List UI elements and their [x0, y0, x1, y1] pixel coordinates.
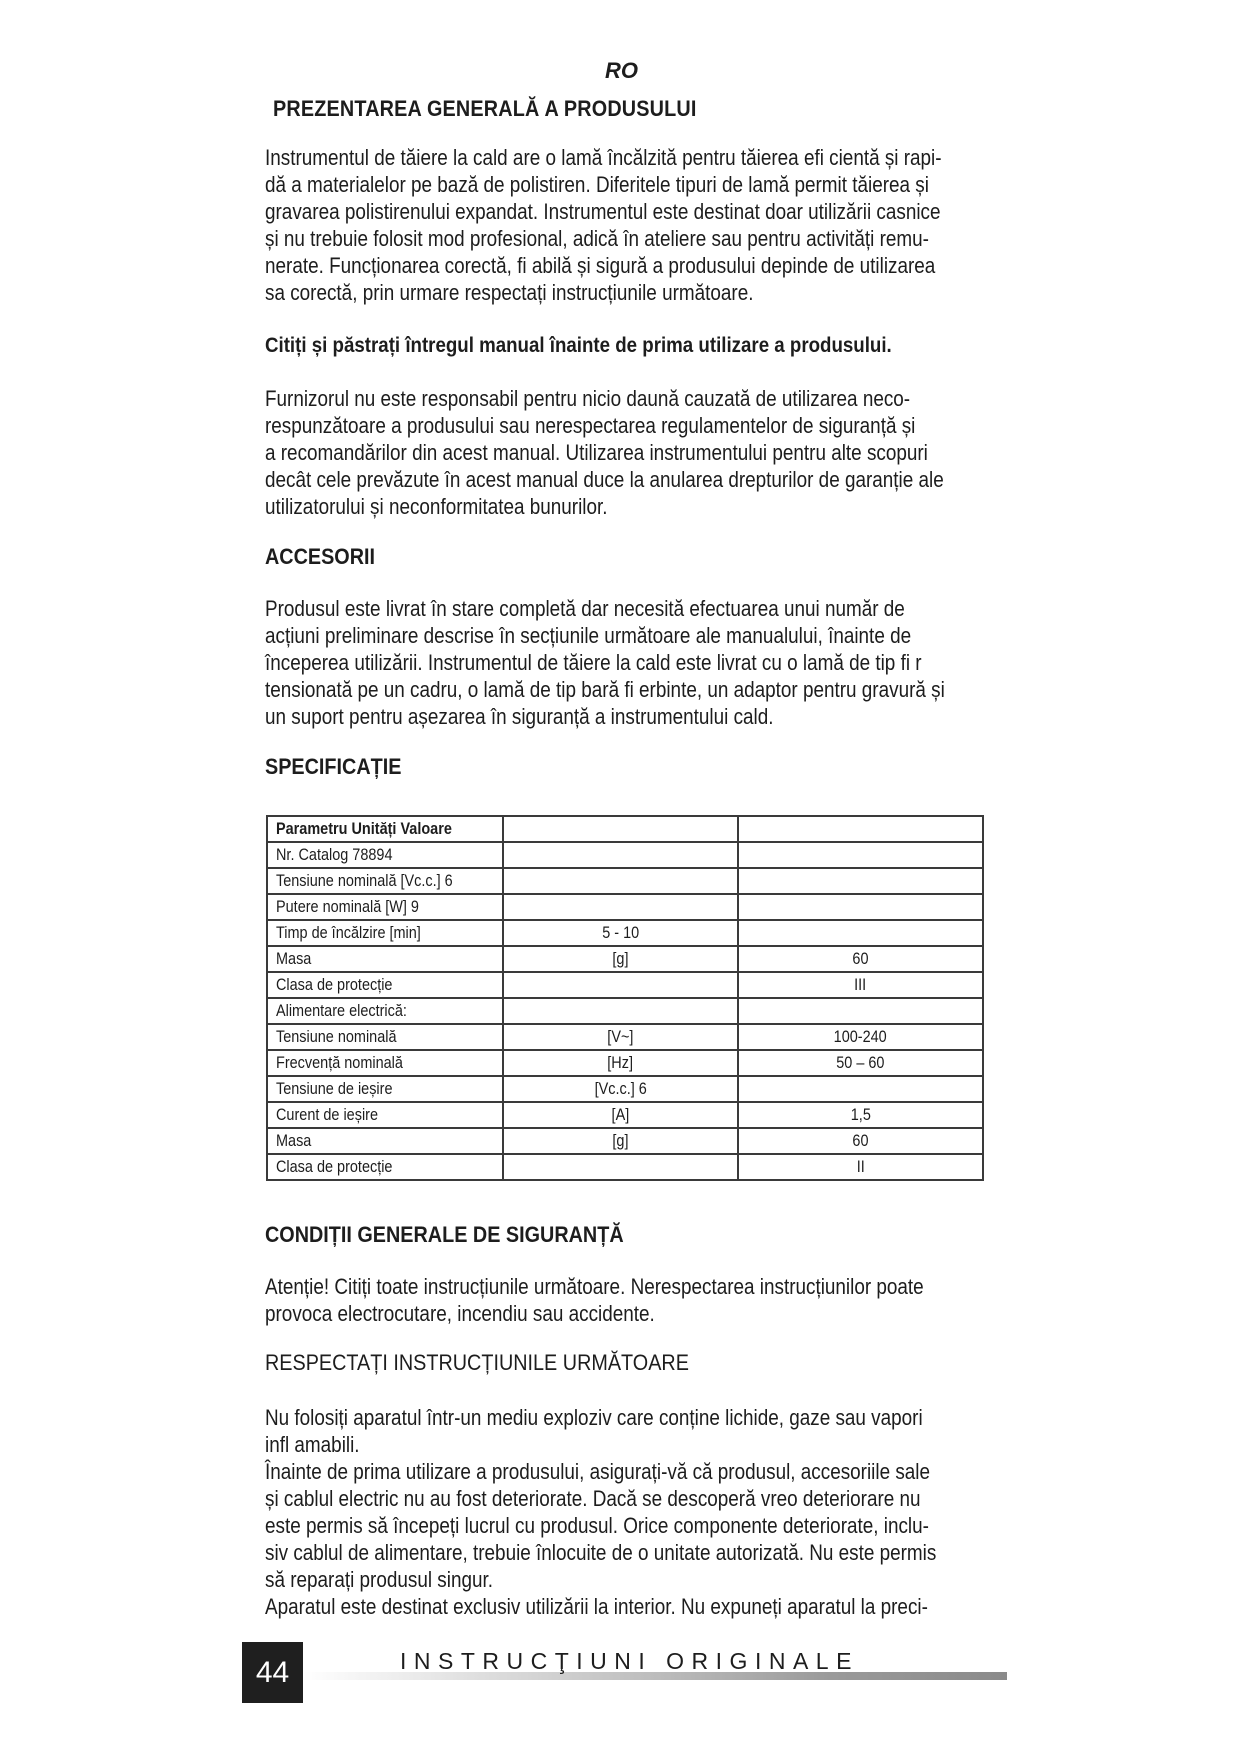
table-cell [503, 998, 738, 1024]
table-row [267, 1024, 983, 1050]
table-row [267, 920, 983, 946]
table-cell [738, 998, 983, 1024]
text-line: siv cablul de alimentare, trebuie înlocuite de o unitate autorizată. Nu este permis [265, 1540, 937, 1565]
table-cell: 60 [738, 946, 983, 972]
table-cell [738, 868, 983, 894]
text-line: Instrumentul de tăiere la cald are o lamă încălzită pentru tăierea efi cientă și rapi- [265, 145, 942, 170]
text-line: provoca electrocutare, incendiu sau accidente. [265, 1301, 655, 1326]
table-row [267, 842, 983, 868]
table-cell [738, 920, 983, 946]
table-cell: Clasa de protecție [267, 1154, 503, 1180]
table-row [267, 1154, 983, 1180]
page-number: 44 [242, 1642, 303, 1703]
text-line: gravarea polistirenului expandat. Instrumentul este destinat doar utilizării casnice [265, 199, 941, 224]
text-line: Nu folosiți aparatul într-un mediu exploziv care conține lichide, gaze sau vapori [265, 1405, 923, 1430]
table-cell: [Vc.c.] 6 [503, 1076, 738, 1102]
supplier-paragraph [265, 385, 1085, 520]
table-cell: Clasa de protecție [267, 972, 503, 998]
table-cell [738, 816, 983, 842]
text-line: infl amabili. [265, 1432, 360, 1457]
text-line: sa corectă, prin urmare respectați instrucțiunile următoare. [265, 280, 754, 305]
table-cell [503, 894, 738, 920]
table-row [267, 1050, 983, 1076]
table-cell [503, 1154, 738, 1180]
table-cell [738, 894, 983, 920]
table-cell [503, 972, 738, 998]
text-line: a recomandărilor din acest manual. Utilizarea instrumentului pentru alte scopuri [265, 440, 928, 465]
table-row [267, 998, 983, 1024]
table-cell: Masa [267, 946, 503, 972]
read-manual-notice: Citiți și păstrați întregul manual înainte de prima utilizare a produsului. [265, 333, 892, 357]
table-cell: Tensiune nominală [267, 1024, 503, 1050]
accesorii-paragraph [265, 595, 1085, 730]
table-cell [503, 868, 738, 894]
text-line: Înainte de prima utilizare a produsului, asigurați-vă că produsul, accesoriile sale [265, 1459, 931, 1484]
table-cell: II [738, 1154, 983, 1180]
table-cell [738, 842, 983, 868]
instructions-subheading: RESPECTAȚI INSTRUCȚIUNILE URMĂTOARE [265, 1350, 689, 1375]
text-line: Produsul este livrat în stare completă dar necesită efectuarea unui număr de [265, 596, 905, 621]
table-row [267, 1102, 983, 1128]
footer-title: INSTRUCŢIUNI ORIGINALE [400, 1648, 859, 1674]
table-cell: 50 – 60 [738, 1050, 983, 1076]
table-cell: 1,5 [738, 1102, 983, 1128]
spec-table [266, 815, 984, 1181]
table-cell: Curent de ieșire [267, 1102, 503, 1128]
text-line: este permis să începeți lucrul cu produsul. Orice componente deteriorate, inclu- [265, 1513, 929, 1538]
table-cell: [g] [503, 946, 738, 972]
safety-paragraph [265, 1404, 1085, 1620]
table-cell: 5 - 10 [503, 920, 738, 946]
table-cell: 60 [738, 1128, 983, 1154]
text-line: și cablul electric nu au fost deteriorate. Dacă se descoperă vreo deteriorare nu [265, 1486, 921, 1511]
text-line: și nu trebuie folosit mod profesional, adică în ateliere sau pentru activități remu- [265, 226, 929, 251]
table-cell: Timp de încălzire [min] [267, 920, 503, 946]
table-row [267, 972, 983, 998]
table-row [267, 946, 983, 972]
table-cell: Putere nominală [W] 9 [267, 894, 503, 920]
table-cell: [V~] [503, 1024, 738, 1050]
table-cell: [A] [503, 1102, 738, 1128]
table-cell: Tensiune de ieșire [267, 1076, 503, 1102]
table-cell: Frecvență nominală [267, 1050, 503, 1076]
table-cell: Tensiune nominală [Vc.c.] 6 [267, 868, 503, 894]
text-line: decât cele prevăzute în acest manual duce la anularea drepturilor de garanție ale [265, 467, 944, 492]
text-line: tensionată pe un cadru, o lamă de tip bară fi erbinte, un adaptor pentru gravură și [265, 677, 945, 702]
table-cell: [g] [503, 1128, 738, 1154]
table-cell [503, 816, 738, 842]
table-row [267, 1076, 983, 1102]
table-cell: Alimentare electrică: [267, 998, 503, 1024]
table-row [267, 1128, 983, 1154]
text-line: nerate. Funcționarea corectă, fi abilă și sigură a produsului depinde de utilizarea [265, 253, 936, 278]
text-line: Atenție! Citiți toate instrucțiunile următoare. Nerespectarea instrucțiunilor poate [265, 1274, 924, 1299]
table-cell [738, 1076, 983, 1102]
text-line: Furnizorul nu este responsabil pentru nicio daună cauzată de utilizarea neco- [265, 386, 911, 411]
text-line: un suport pentru așezarea în siguranță a instrumentului cald. [265, 704, 774, 729]
text-line: Aparatul este destinat exclusiv utilizării la interior. Nu expuneți aparatul la preci- [265, 1594, 928, 1619]
specificatie-heading: SPECIFICAȚIE [265, 754, 402, 779]
table-cell: Masa [267, 1128, 503, 1154]
table-cell: 100-240 [738, 1024, 983, 1050]
table-row [267, 816, 983, 842]
table-cell: III [738, 972, 983, 998]
table-cell [503, 842, 738, 868]
text-line: acțiuni preliminare descrise în secțiunile următoare ale manualului, înainte de [265, 623, 912, 648]
warning-paragraph [265, 1273, 1085, 1327]
table-cell: Parametru Unități Valoare [267, 816, 503, 842]
language-code: RO [605, 58, 638, 83]
table-row [267, 894, 983, 920]
accesorii-heading: ACCESORII [265, 544, 376, 569]
text-line: utilizatorului și neconformitatea bunurilor. [265, 494, 608, 519]
table-cell: Nr. Catalog 78894 [267, 842, 503, 868]
table-cell: [Hz] [503, 1050, 738, 1076]
table-row [267, 868, 983, 894]
text-line: începerea utilizării. Instrumentul de tăiere la cald este livrat cu o lamă de tip fi r [265, 650, 922, 675]
siguranta-heading: CONDIȚII GENERALE DE SIGURANȚĂ [265, 1222, 624, 1247]
intro-paragraph [265, 144, 1085, 306]
page-title: PREZENTAREA GENERALĂ A PRODUSULUI [273, 96, 697, 121]
text-line: dă a materialelor pe bază de polistiren. Diferitele tipuri de lamă permit tăierea și [265, 172, 929, 197]
text-line: să reparați produsul singur. [265, 1567, 493, 1592]
text-line: respunzătoare a produsului sau nerespectarea regulamentelor de siguranță și [265, 413, 916, 438]
